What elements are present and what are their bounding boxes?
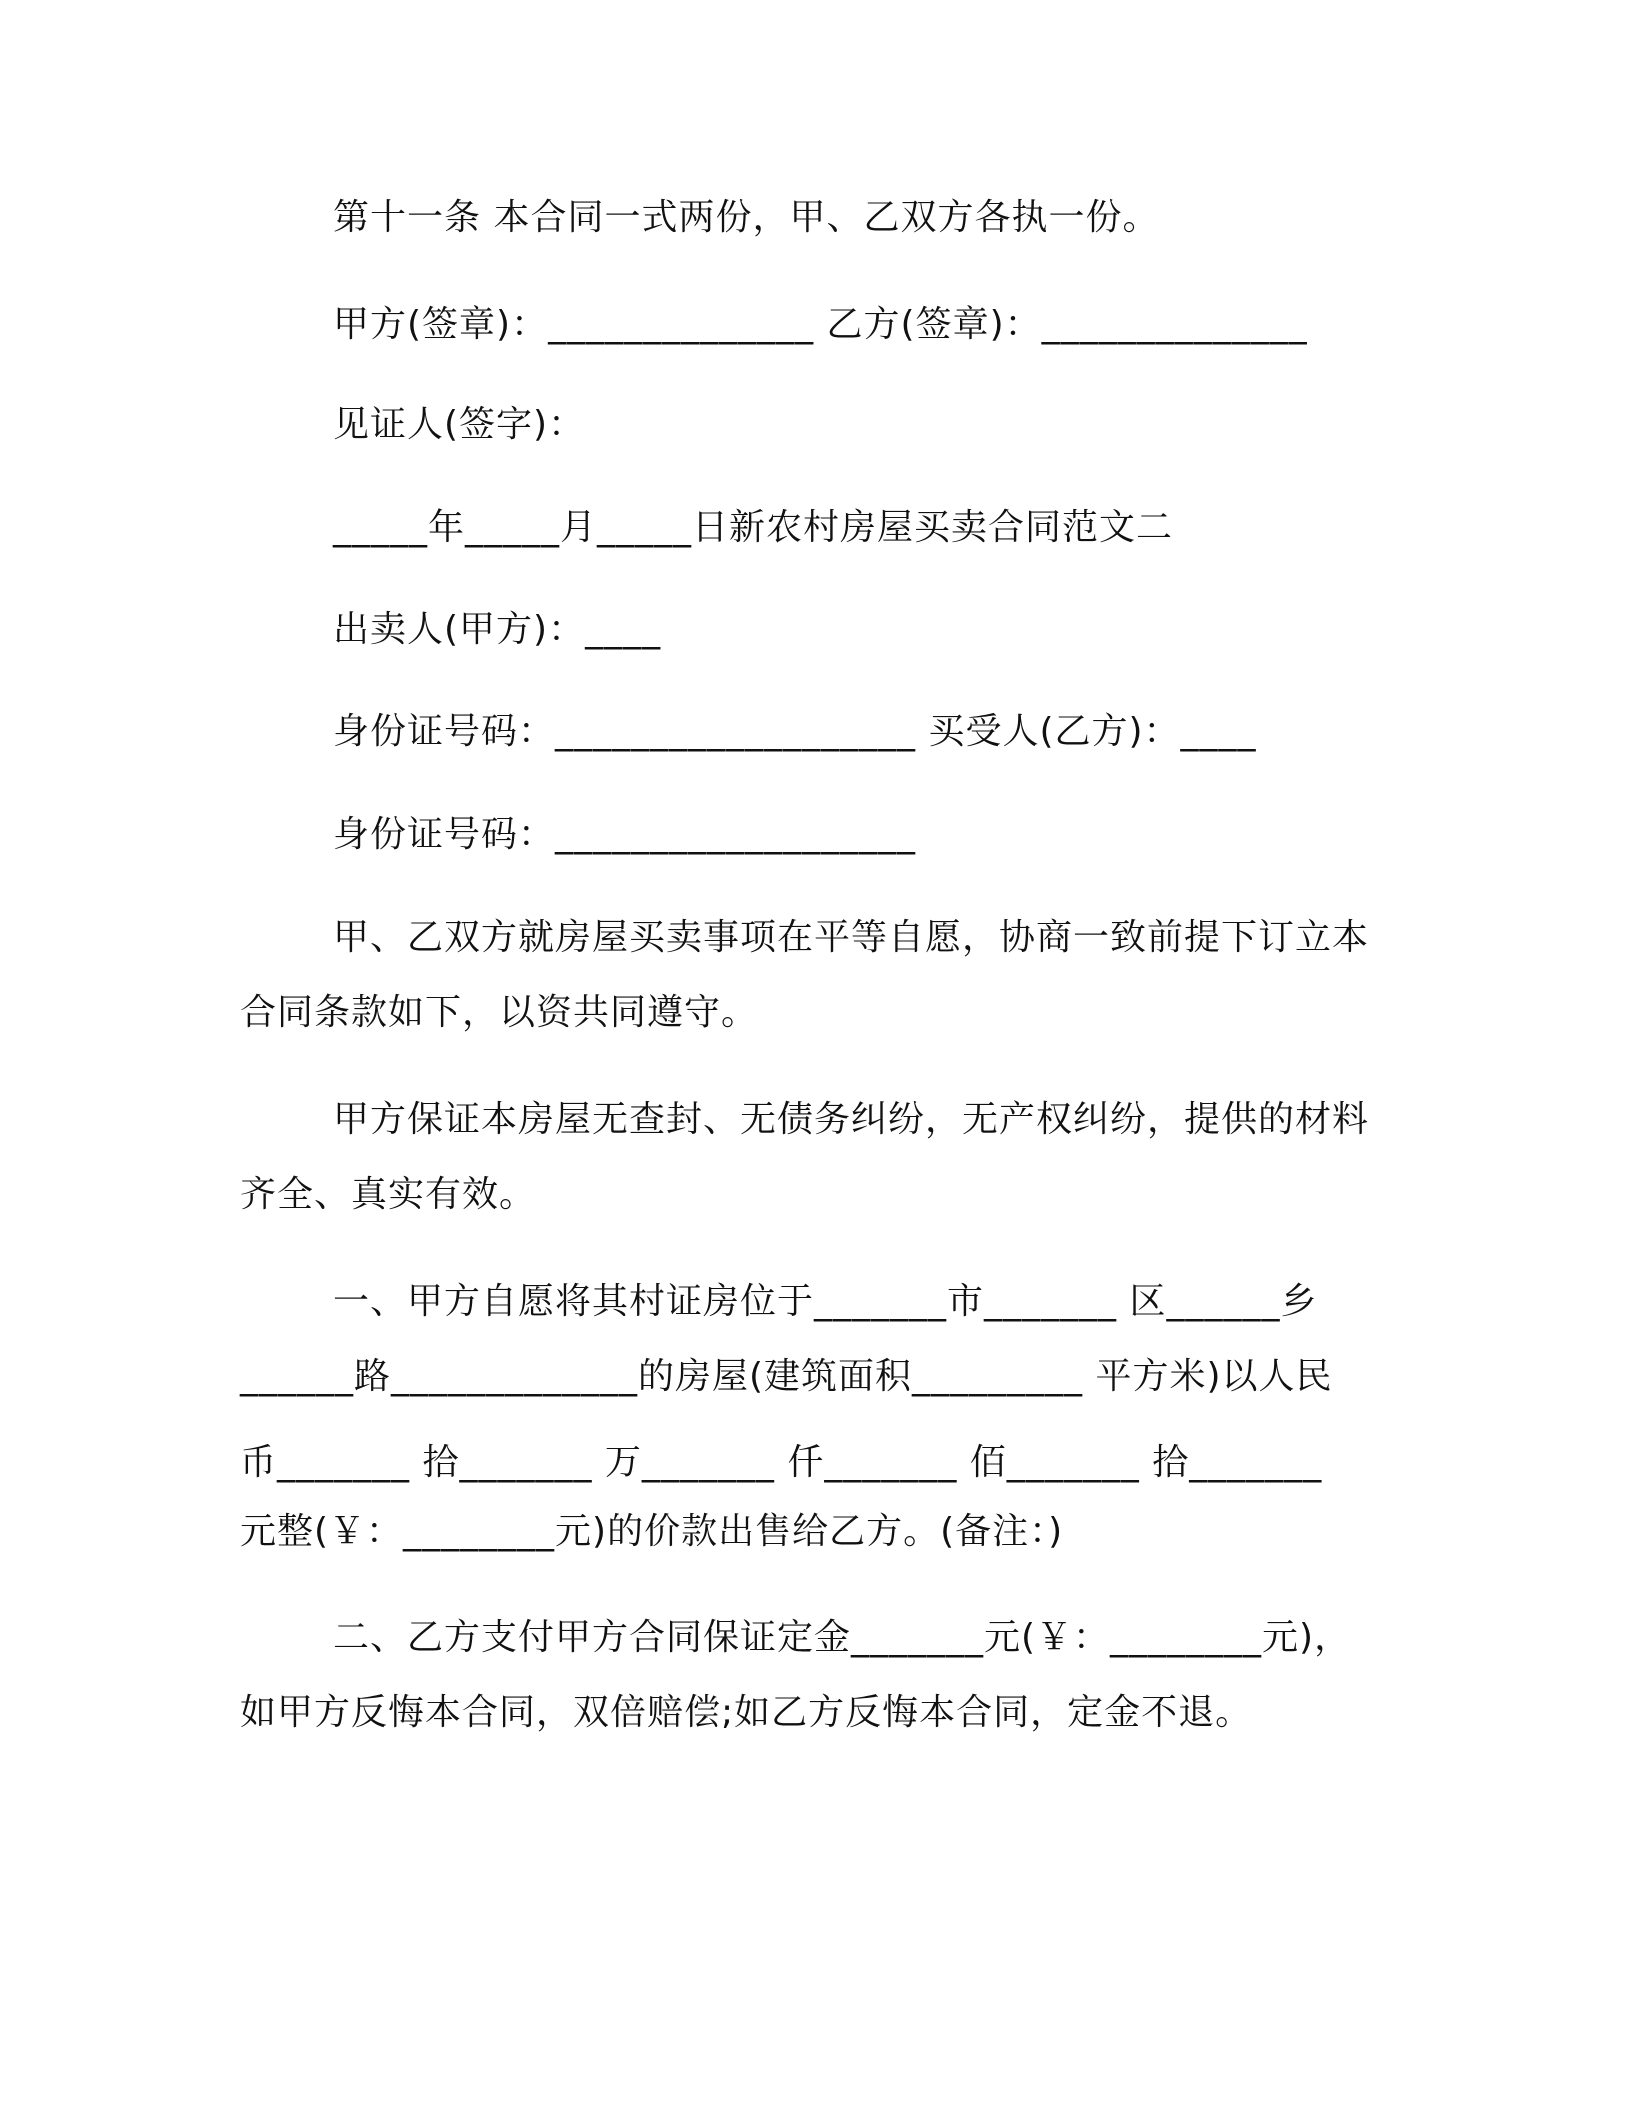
clause-11: 第十一条 本合同一式两份，甲、乙双方各执一份。 — [333, 197, 1160, 238]
guarantee-paragraph-line-1: 甲方保证本房屋无查封、无债务纠纷，无产权纠纷，提供的材料 — [333, 1099, 1370, 1140]
signature-line-party-a-b: 甲方(签章)：______________ 乙方(签章)：______________ — [333, 304, 1308, 345]
article-1-line-2: ______路_____________的房屋(建筑面积_________ 平方米)以人民 — [240, 1356, 1333, 1397]
agreement-paragraph-line-1: 甲、乙双方就房屋买卖事项在平等自愿，协商一致前提下订立本 — [333, 917, 1370, 958]
article-2-line-2: 如甲方反悔本合同，双倍赔偿;如乙方反悔本合同，定金不退。 — [240, 1692, 1253, 1733]
article-1-line-4: 元整(￥：________元)的价款出售给乙方。(备注：) — [240, 1511, 1064, 1552]
seller-line: 出卖人(甲方)：____ — [333, 609, 662, 650]
witness-signature-line: 见证人(签字)： — [333, 404, 586, 445]
buyer-id-line: 身份证号码：___________________ — [333, 814, 917, 855]
date-and-title-line: _____年_____月_____日新农村房屋买卖合同范文二 — [333, 507, 1174, 548]
seller-id-buyer-line: 身份证号码：___________________ 买受人(乙方)：____ — [333, 711, 1257, 752]
article-1-line-3: 币_______ 拾_______ 万_______ 仟_______ 佰_______ 拾_______ — [240, 1442, 1323, 1483]
guarantee-paragraph-line-2: 齐全、真实有效。 — [240, 1174, 537, 1215]
agreement-paragraph-line-2: 合同条款如下，以资共同遵守。 — [240, 992, 759, 1033]
article-1-line-1: 一、甲方自愿将其村证房位于_______市_______ 区______乡 — [333, 1281, 1318, 1322]
article-2-line-1: 二、乙方支付甲方合同保证定金_______元(￥：________元)， — [333, 1617, 1352, 1658]
